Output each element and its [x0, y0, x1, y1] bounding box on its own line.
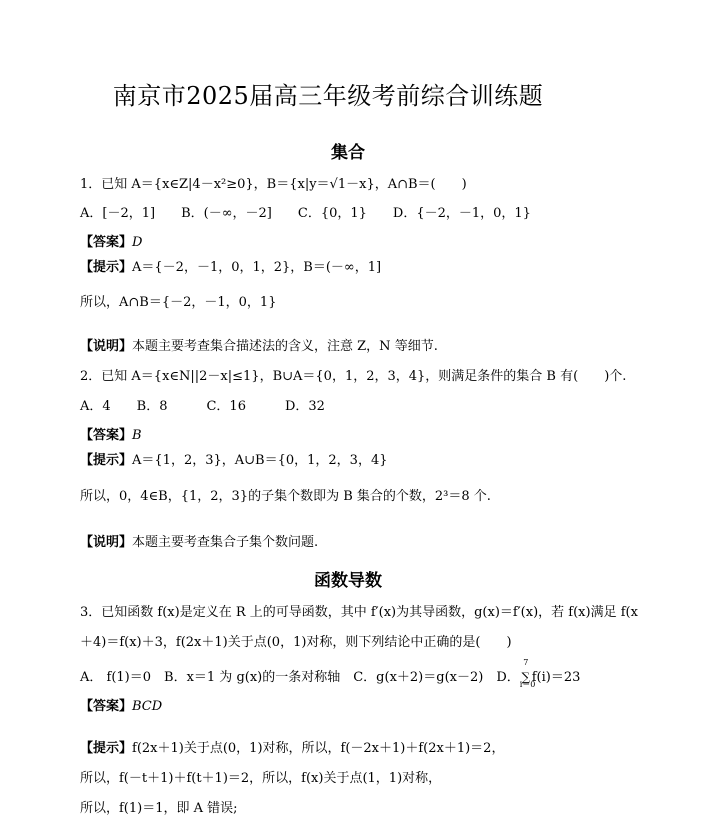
hint-label: 【提示】: [80, 741, 133, 756]
note-label: 【说明】: [80, 339, 133, 354]
question-1-note: [80, 338, 700, 356]
question-2-answer: [80, 427, 700, 445]
hint-label: 【提示】: [80, 260, 133, 275]
summation-symbol: [519, 658, 536, 689]
hint-label: 【提示】: [80, 453, 133, 468]
question-1-options: A．[－2，1] B．(－∞，－2] C．{0，1} D．{－2，－1，0，1}: [80, 206, 531, 221]
answer-label: 【答案】: [80, 699, 133, 714]
summation-lower: i＝0: [519, 680, 536, 689]
question-3-hint: [80, 740, 700, 758]
question-3-conclusion-1: 所以，f(－t＋1)＋f(t＋1)＝2，所以，f(x)关于点(1，1)对称，: [80, 771, 442, 786]
question-3-stem-line-1: 3．已知函数 f(x)是定义在 R 上的可导函数，其中 f′(x)为其导函数，g(x)＝f′(x)，若 f(x)满足 f(x: [80, 605, 638, 620]
question-2-hint: [80, 452, 700, 470]
question-1-stem: 1．已知 A＝{x∈Z|4－x²≥0}，B＝{x|y＝√1－x}，A∩B＝( ): [80, 177, 467, 192]
section-heading-functions: 函数导数: [314, 571, 382, 591]
hint-text: A＝{－2，－1，0，1，2}，B＝(－∞，1]: [132, 260, 382, 275]
question-3-conclusion-2: 所以，f(1)＝1，即 A 错误;: [80, 801, 238, 816]
summation-sign: ∑: [521, 670, 531, 684]
note-text: 本题主要考查集合子集个数问题.: [132, 535, 319, 550]
answer-value: BCD: [132, 699, 163, 714]
answer-label: 【答案】: [80, 428, 133, 443]
answer-label: 【答案】: [80, 235, 133, 250]
hint-text: f(2x＋1)关于点(0，1)对称，所以，f(－2x＋1)＋f(2x＋1)＝2，: [132, 741, 505, 756]
answer-value: D: [132, 235, 143, 250]
options-text: A． f(1)＝0 B．x＝1 为 g(x)的一条对称轴 C．g(x＋2)＝g(x－2) D．: [80, 670, 520, 685]
question-2-stem: 2．已知 A＝{x∈N||2－x|≤1}，B∪A＝{0，1，2，3，4}，则满足条件的集合 B 有( )个.: [80, 369, 627, 384]
hint-text: A＝{1，2，3}，A∪B＝{0，1，2，3，4}: [132, 453, 388, 468]
answer-value: B: [132, 428, 142, 443]
note-text: 本题主要考查集合描述法的含义，注意 Z，N 等细节.: [132, 339, 438, 354]
question-3-options: [80, 658, 700, 689]
note-label: 【说明】: [80, 535, 133, 550]
summation-tail: f(i)＝23: [531, 670, 581, 685]
question-2-note: [80, 534, 700, 552]
question-3-stem-line-2: ＋4)＝f(x)＋3，f(2x＋1)关于点(0，1)对称，则下列结论中正确的是( ): [80, 635, 512, 650]
question-3-answer: [80, 698, 700, 716]
question-2-conclusion: 所以，0，4∈B，{1，2，3}的子集个数即为 B 集合的个数，2³＝8 个.: [80, 489, 491, 504]
question-1-conclusion: 所以，A∩B＝{－2，－1，0，1}: [80, 295, 277, 310]
question-1-hint: [80, 259, 700, 277]
question-1-answer: [80, 234, 700, 252]
page-title: 南京市2025届高三年级考前综合训练题: [112, 82, 544, 110]
section-heading-sets: 集合: [331, 143, 365, 163]
question-2-options: A．4 B．8 C．16 D．32: [80, 399, 325, 414]
summation-upper: 7: [523, 658, 529, 667]
